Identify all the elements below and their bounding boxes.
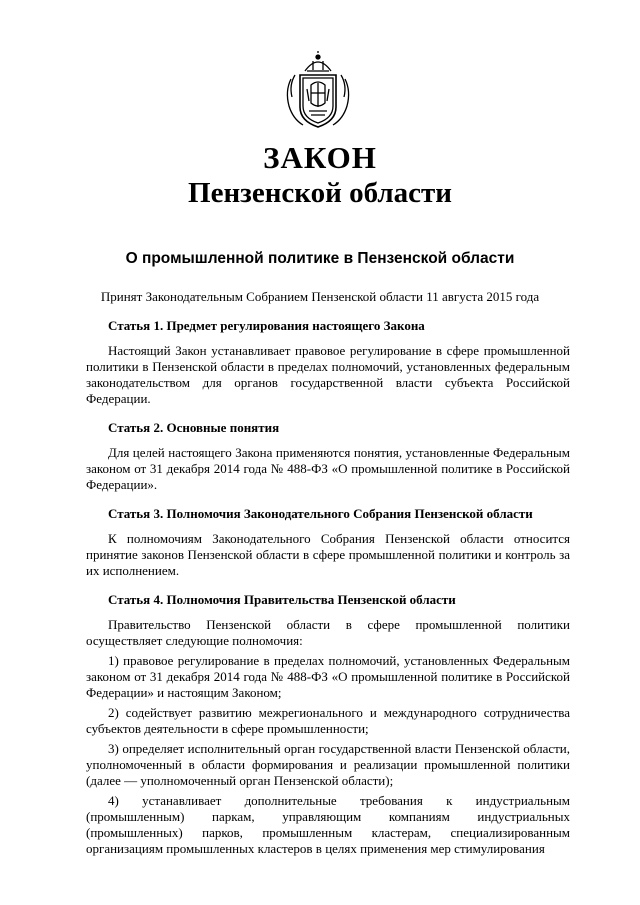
article-4-heading: Статья 4. Полномочия Правительства Пензенской области xyxy=(108,592,456,607)
article-3-heading: Статья 3. Полномочия Законодательного Собрания Пензенской области xyxy=(108,506,533,521)
article-2-heading: Статья 2. Основные понятия xyxy=(108,420,280,435)
article-4-item-3: 3) определяет исполнительный орган государственной власти Пензенской области, уполномоченный в области формирования и реализации промышленной политики (далее — уполномоченный орган Пензенской области); xyxy=(86,741,570,788)
law-title: ЗАКОН xyxy=(263,140,377,175)
law-region-title: Пензенской области xyxy=(188,177,452,209)
article-4-item-1: 1) правовое регулирование в пределах полномочий, установленных Федеральным законом от 31 декабря 2014 года № 488-ФЗ «О промышленной политике в Российской Федерации» и настоящим Законом; xyxy=(86,653,570,700)
article-4-paragraph: Правительство Пензенской области в сфере промышленной политики осуществляет следующие полномочия: xyxy=(86,617,570,648)
article-4-item-4: 4) устанавливает дополнительные требования к индустриальным (промышленным) паркам, управляющим компаниям индустриальных (промышленных) парков, промышленным кластерам, специализированным организациям промышленных кластеров в целях применения мер стимулирования xyxy=(86,793,570,856)
law-subject-title: О промышленной политике в Пензенской области xyxy=(125,250,515,267)
article-1-heading: Статья 1. Предмет регулирования настоящего Закона xyxy=(108,318,425,333)
adoption-note: Принят Законодательным Собранием Пензенской области 11 августа 2015 года xyxy=(100,289,540,304)
article-3-paragraph: К полномочиям Законодательного Собрания Пензенской области относится принятие законов Пензенской области в сфере промышленной политики и контроль за их исполнением. xyxy=(86,531,570,578)
article-2-paragraph: Для целей настоящего Закона применяются понятия, установленные Федеральным законом от 31 декабря 2014 года № 488-ФЗ «О промышленной политике в Российской Федерации». xyxy=(86,445,570,492)
law-body xyxy=(86,318,570,857)
penza-oblast-coat-of-arms-icon xyxy=(283,51,353,131)
article-4-item-2: 2) содействует развитию межрегионального и международного сотрудничества субъектов деятельности в сфере промышленности; xyxy=(86,705,570,736)
article-1-paragraph: Настоящий Закон устанавливает правовое регулирование в сфере промышленной политики в Пензенской области в пределах полномочий, установленных федеральным законодательством для органов государственной власти субъекта Российской Федерации. xyxy=(86,343,570,406)
